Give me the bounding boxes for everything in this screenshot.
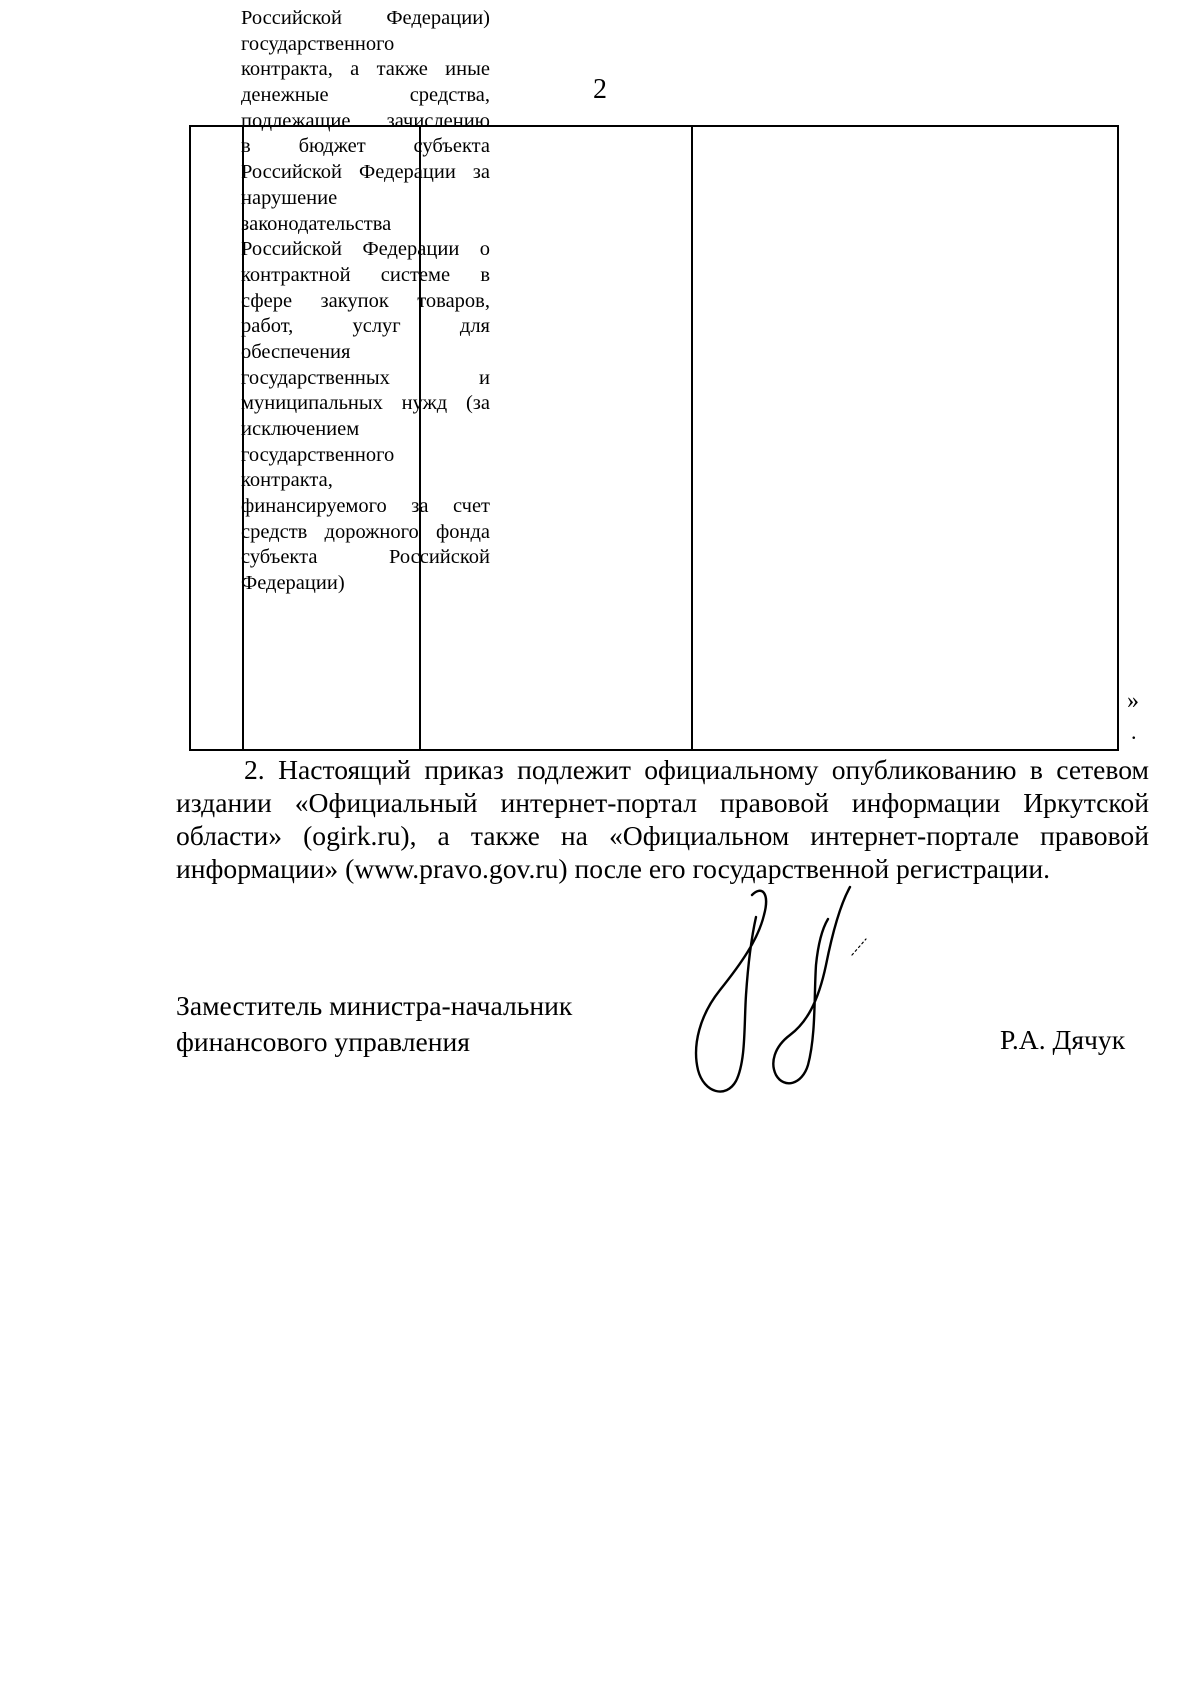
signer-title-line: Заместитель министра-начальник bbox=[176, 990, 573, 1021]
paragraph-line: 2. Настоящий приказ подлежит официальному опубликованию в сетевом bbox=[244, 754, 1149, 785]
table-cell-line: в бюджет субъекта bbox=[241, 135, 490, 158]
table-column-divider bbox=[691, 127, 693, 749]
signer-title-line: финансового управления bbox=[176, 1026, 470, 1057]
table-cell-line: нарушение bbox=[241, 186, 338, 209]
table-cell-line: Российской Федерации за bbox=[241, 161, 490, 184]
table-cell-line: государственных и bbox=[241, 366, 490, 389]
paragraph-line: информации» (www.pravo.gov.ru) после его государственной регистрации. bbox=[176, 853, 1051, 884]
table-cell-line: контракта, а также иные bbox=[241, 58, 490, 81]
table-cell-line: государственного bbox=[241, 443, 395, 466]
table-cell-line: Федерации) bbox=[241, 572, 345, 595]
table-cell-line: подлежащие зачислению bbox=[241, 109, 490, 132]
publication-paragraph bbox=[176, 753, 1149, 885]
table-cell-line: государственного bbox=[241, 32, 395, 55]
table-cell-line: законодательства bbox=[241, 212, 392, 235]
table-cell-line: сфере закупок товаров, bbox=[241, 289, 490, 312]
page-number: 2 bbox=[593, 74, 607, 105]
table-cell-line: работ, услуг для bbox=[241, 315, 490, 338]
signer-title bbox=[176, 988, 572, 1060]
table-cell-text bbox=[241, 6, 490, 597]
table-cell-line: средств дорожного фонда bbox=[241, 520, 490, 543]
paragraph-line: области» (ogirk.ru), а также на «Официальном интернет-портале правовой bbox=[176, 820, 1149, 851]
paragraph-line: издании «Официальный интернет-портал правовой информации Иркутской bbox=[176, 787, 1149, 818]
table-cell-line: Российской Федерации) bbox=[241, 7, 490, 29]
closing-quote: » bbox=[1127, 688, 1139, 714]
handwritten-signature bbox=[690, 885, 880, 1100]
table-cell-line: контракта, bbox=[241, 469, 333, 492]
signer-name: Р.А. Дячук bbox=[1000, 1024, 1126, 1055]
table-cell-line: муниципальных нужд (за bbox=[241, 392, 490, 415]
table-cell-line: Российской Федерации о bbox=[241, 238, 490, 261]
table-cell-line: контрактной системе в bbox=[241, 263, 490, 286]
table-cell-line: субъекта Российской bbox=[241, 546, 490, 569]
table-cell-line: денежные средства, bbox=[241, 84, 490, 107]
table-cell-line: исключением bbox=[241, 418, 360, 440]
closing-period: . bbox=[1131, 719, 1137, 744]
table-cell-line: финансируемого за счет bbox=[241, 495, 490, 518]
table-cell-line: обеспечения bbox=[241, 340, 351, 363]
